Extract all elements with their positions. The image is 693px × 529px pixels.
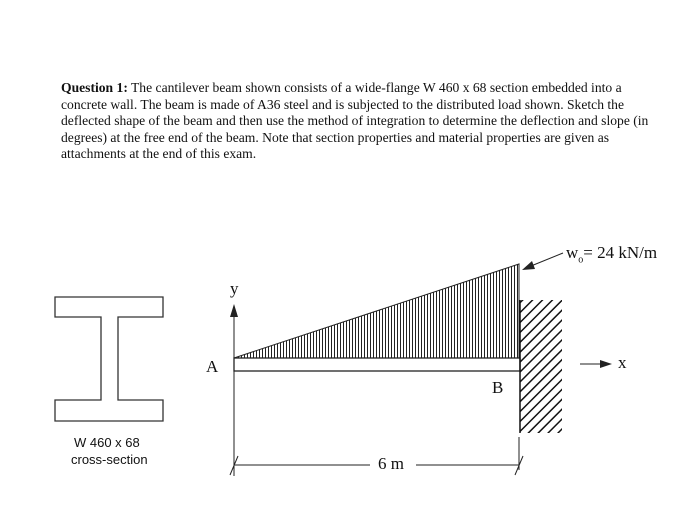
question-label: Question 1: <box>61 80 128 95</box>
i-beam-cross-section <box>55 297 163 421</box>
concrete-wall <box>520 300 562 433</box>
beam <box>234 358 520 371</box>
load-subscript: o <box>578 254 584 266</box>
load-pointer-arrowhead <box>522 261 535 270</box>
cross-section-caption-line1: W 460 x 68 <box>74 435 140 450</box>
load-pointer <box>531 253 563 266</box>
x-axis-arrowhead <box>600 360 612 368</box>
load-symbol: w <box>566 243 579 262</box>
load-intensity-label <box>566 243 657 265</box>
y-axis-arrowhead <box>230 304 238 317</box>
load-value: = 24 kN/m <box>583 243 658 262</box>
y-axis-label: y <box>230 279 239 298</box>
x-axis-label: x <box>618 353 627 372</box>
distributed-load <box>234 264 519 358</box>
span-dimension-label: 6 m <box>378 454 404 473</box>
point-b-label: B <box>492 378 504 397</box>
point-a-label: A <box>206 357 219 376</box>
cross-section-caption-line2: cross-section <box>71 452 148 467</box>
question-body: The cantilever beam shown consists of a wide-flange W 460 x 68 section embedded into a concrete wall. The beam is made of A36 steel and is subjected to the distributed load shown. Sketch the deflected shape of the beam and then use the method of integration to determine the deflection and slope (in degrees) at the free end of the beam. Note that section properties and material properties are given as attachments at the end of this exam. <box>61 80 649 161</box>
